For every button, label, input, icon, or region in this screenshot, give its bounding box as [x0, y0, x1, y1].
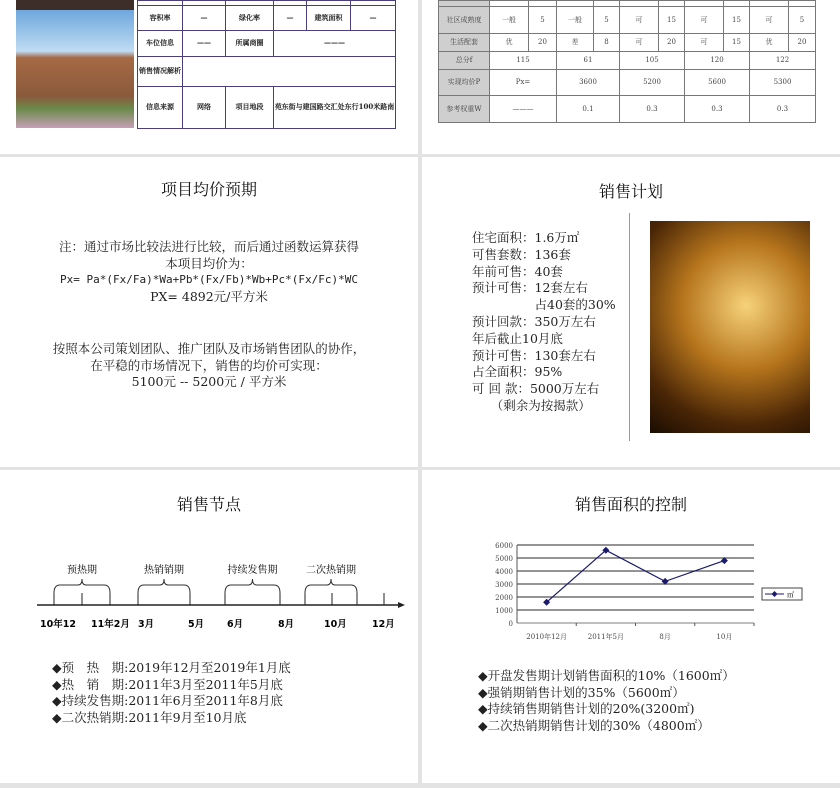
legend-label: ㎡ — [787, 591, 794, 599]
formula: Px= Pa*(Fx/Fa)*Wa+Pb*(Fx/Fb)*Wb+Pc*(Fx/Fc)*WC — [59, 273, 358, 286]
x-tick-label: 10月 — [716, 633, 733, 641]
list-item: 预计可售：130套左右 — [472, 347, 596, 363]
list-item: 占40套的30% — [472, 297, 616, 313]
para-line: 在平稳的市场情况下，销售的均价可实现： — [90, 357, 328, 373]
table-row — [439, 7, 816, 34]
table-cell: 差 — [557, 34, 594, 52]
phase-brace — [54, 579, 110, 593]
tick-label: 6月 — [227, 619, 244, 630]
table-cell: 一般 — [490, 7, 529, 34]
list-item: （剩余为按揭款） — [472, 397, 591, 413]
slide-average-price — [0, 157, 418, 467]
price-note — [10, 239, 408, 305]
para-line: 按照本公司策划团队、推广团队及市场销售团队的协作， — [52, 341, 366, 356]
tick-label: 10年12 — [40, 619, 76, 630]
y-tick-label: 0 — [508, 620, 513, 628]
tick-label: 5月 — [188, 619, 205, 630]
note-line: 注：通过市场比较法进行比较，而后通过函数运算获得 — [58, 239, 359, 254]
table-cell: 信息来源 — [138, 87, 183, 129]
y-tick-label: 4000 — [495, 568, 513, 576]
table-cell: 61 — [557, 52, 620, 70]
table-cell: 5200 — [620, 70, 685, 96]
para-line: 5100元 -- 5200元 / 平方米 — [131, 374, 287, 389]
table-cell: 20 — [789, 34, 816, 52]
list-item: ◆持续销售期销售计划的20%(3200㎡) — [478, 701, 695, 716]
table-cell: 苑东街与建国路交汇处东行100米路南 — [274, 87, 396, 129]
table-cell: 可 — [685, 7, 724, 34]
sales-plan-list — [472, 230, 616, 415]
table-cell: 建筑面积 — [307, 6, 351, 31]
tick-label: 8月 — [278, 619, 295, 630]
x-tick-label: 2010年12月 — [526, 633, 567, 641]
list-item: 可 回 款：5000万左右 — [472, 381, 600, 397]
table-cell: 实现均价P — [439, 70, 490, 96]
table-cell: 容积率 — [138, 6, 183, 31]
y-tick-label: 5000 — [495, 555, 513, 563]
table-cell: 绿化率 — [226, 6, 274, 31]
table-cell: 车位信息 — [138, 31, 183, 57]
x-tick-label: 8月 — [659, 633, 671, 641]
table-cell: 一般 — [557, 7, 594, 34]
table-cell: — — [274, 6, 307, 31]
table-cell: ——— — [274, 31, 396, 57]
area-control-list — [478, 668, 735, 734]
phase-label: 持续发售期 — [227, 565, 278, 576]
tick-label: 10月 — [324, 619, 347, 630]
list-item: 年后截止10月底 — [472, 330, 563, 346]
table-cell: ——— — [490, 96, 557, 123]
x-tick-label: 2011年5月 — [587, 633, 625, 641]
table-cell: 15 — [724, 34, 750, 52]
table-cell: 0.3 — [685, 96, 750, 123]
slide-title: 项目均价预期 — [160, 180, 257, 199]
table-cell: 3600 — [557, 70, 620, 96]
table-cell: 15 — [659, 7, 685, 34]
table-cell: 生活配套 — [439, 34, 490, 52]
tick-label: 3月 — [138, 619, 155, 630]
list-item: 预计可售：12套左右 — [472, 280, 588, 296]
table-cell: 5 — [789, 7, 816, 34]
slide-title: 销售面积的控制 — [574, 495, 687, 514]
phase-label: 预热期 — [67, 565, 97, 576]
arrow-icon — [398, 602, 405, 608]
table-cell: 所属商圈 — [226, 31, 274, 57]
slide-title: 销售节点 — [176, 495, 241, 514]
list-item: ◆热 销 期:2011年3月至2011年5月底 — [52, 676, 283, 692]
list-item: ◆开盘发售期计划销售面积的10%（1600㎡） — [478, 668, 735, 683]
table-cell: 115 — [490, 52, 557, 70]
y-tick-label: 3000 — [495, 581, 513, 589]
table-cell: 20 — [529, 34, 557, 52]
note-line: 本项目均价为： — [165, 255, 253, 271]
list-item: ◆持续发售期:2011年6月至2011年8月底 — [52, 693, 283, 708]
table-cell: 105 — [620, 52, 685, 70]
slide-area-control — [422, 470, 840, 783]
table-cell: 8 — [594, 34, 620, 52]
achievable-price — [10, 341, 408, 391]
list-item: ◆预 热 期:2019年12月至2019年1月底 — [52, 660, 291, 675]
table-cell: 参考权重W — [439, 96, 490, 123]
sales-node-list — [52, 660, 291, 726]
table-cell: 120 — [685, 52, 750, 70]
list-item: ◆二次热销期:2011年9月至10月底 — [52, 709, 247, 725]
table-cell — [183, 57, 396, 87]
property-info-table — [137, 0, 396, 129]
building-photo — [16, 0, 134, 128]
table-cell: 可 — [620, 34, 659, 52]
table-cell: 销售情况解析 — [138, 57, 183, 87]
slide-property-info — [0, 0, 418, 154]
table-row — [439, 70, 816, 96]
slide-comparison-table — [422, 0, 840, 154]
phase-brace — [138, 579, 190, 593]
table-cell: 可 — [685, 34, 724, 52]
table-row — [138, 31, 396, 57]
table-row — [439, 96, 816, 123]
table-cell: 项目地段 — [226, 87, 274, 129]
market-comparison-table — [438, 0, 816, 123]
table-cell: 可 — [620, 7, 659, 34]
phase-brace — [225, 579, 280, 593]
table-cell: 0.1 — [557, 96, 620, 123]
table-row — [439, 52, 816, 70]
table-row — [138, 6, 396, 31]
table-row — [138, 57, 396, 87]
table-cell: — — [351, 6, 396, 31]
list-item: 占全面积：95% — [472, 364, 563, 380]
sales-timeline — [0, 555, 418, 635]
money-photo — [650, 221, 810, 433]
table-cell: 122 — [750, 52, 816, 70]
table-row — [138, 87, 396, 129]
phase-brace — [305, 579, 357, 593]
table-cell: 5 — [594, 7, 620, 34]
list-item: ◆二次热销期销售计划的30%（4800㎡） — [478, 717, 710, 733]
sales-area-chart — [462, 535, 832, 655]
table-cell: — — [183, 6, 226, 31]
table-cell: 0.3 — [620, 96, 685, 123]
slide-sales-nodes — [0, 470, 418, 783]
phase-label: 二次热销期 — [306, 565, 356, 576]
slide-sales-plan — [422, 157, 840, 467]
table-cell: 15 — [724, 7, 750, 34]
y-tick-label: 1000 — [495, 607, 513, 615]
table-cell: 5300 — [750, 70, 816, 96]
tick-label: 12月 — [372, 619, 395, 630]
phase-label: 热销销期 — [144, 565, 184, 576]
list-item: 预计回款：350万左右 — [472, 313, 596, 329]
table-cell: 20 — [659, 34, 685, 52]
table-cell: 5600 — [685, 70, 750, 96]
divider — [629, 213, 630, 441]
table-row — [439, 34, 816, 52]
table-cell: 优 — [750, 34, 789, 52]
list-item: 年前可售：40套 — [472, 263, 563, 279]
list-item: 可售套数：136套 — [472, 246, 571, 262]
table-cell: 可 — [750, 7, 789, 34]
table-cell: —— — [183, 31, 226, 57]
result: PX= 4892元/平方米 — [150, 288, 268, 304]
slide-title: 销售计划 — [598, 182, 663, 201]
legend-marker — [772, 591, 778, 597]
chart-legend — [762, 588, 802, 600]
table-cell: 总分f — [439, 52, 490, 70]
tick-label: 11年2月 — [91, 619, 130, 630]
table-cell: Px= — [490, 70, 557, 96]
list-item: 住宅面积：1.6万㎡ — [472, 230, 580, 245]
table-cell: 0.3 — [750, 96, 816, 123]
table-cell: 网络 — [183, 87, 226, 129]
list-item: ◆强销期销售计划的35%（5600㎡） — [478, 684, 685, 700]
y-tick-label: 6000 — [495, 542, 513, 550]
table-cell: 5 — [529, 7, 557, 34]
table-cell: 社区成熟度 — [439, 7, 490, 34]
y-tick-label: 2000 — [495, 594, 513, 602]
table-cell: 优 — [490, 34, 529, 52]
